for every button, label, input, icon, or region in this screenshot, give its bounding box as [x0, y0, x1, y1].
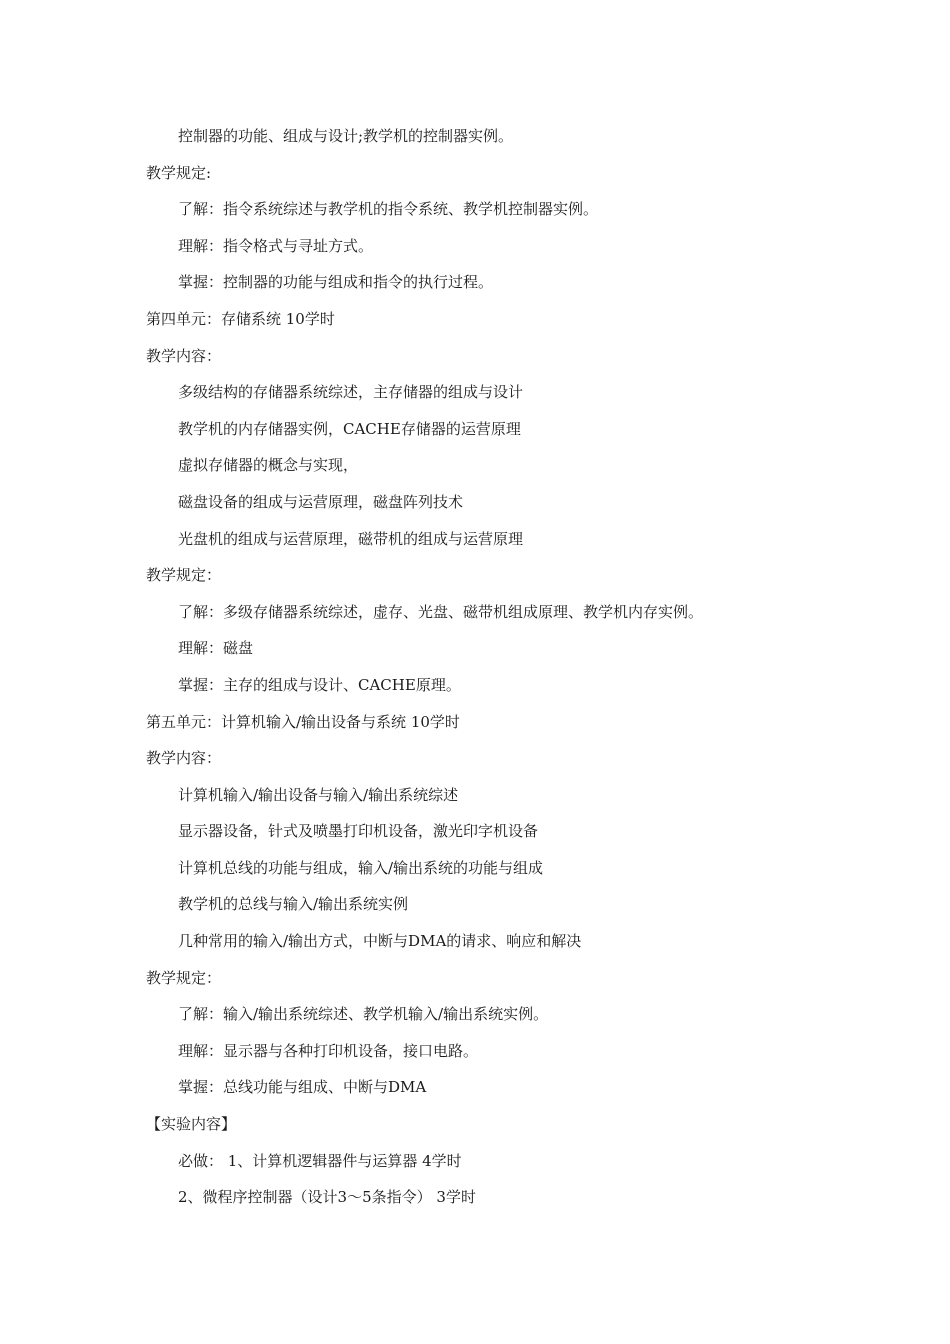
body-line: 掌握：总线功能与组成、中断与DMA	[178, 1078, 427, 1097]
body-line: 了解：指令系统综述与教学机的指令系统、教学机控制器实例。	[178, 200, 599, 219]
body-line: 磁盘设备的组成与运营原理，磁盘阵列技术	[178, 492, 464, 511]
body-line: 教学机的总线与输入/输出系统实例	[178, 895, 409, 914]
body-line: 了解：多级存储器系统综述，虚存、光盘、磁带机组成原理、教学机内存实例。	[178, 602, 704, 621]
body-line: 了解：输入/输出系统综述、教学机输入/输出系统实例。	[178, 1005, 549, 1024]
body-line: 2、微程序控制器（设计3～5条指令） 3学时	[178, 1188, 476, 1207]
body-line: 计算机输入/输出设备与输入/输出系统综述	[178, 785, 459, 804]
body-line: 控制器的功能、组成与设计;教学机的控制器实例。	[178, 127, 514, 145]
body-line: 必做： 1、计算机逻辑器件与运算器 4学时	[178, 1151, 462, 1170]
body-line: 几种常用的输入/输出方式，中断与DMA的请求、响应和解决	[178, 932, 582, 951]
document-body	[0, 124, 950, 1222]
body-line: 教学机的内存储器实例，CACHE存储器的运营原理	[178, 419, 521, 438]
section-heading: 教学内容：	[146, 346, 222, 365]
body-line: 掌握：主存的组成与设计、CACHE原理。	[178, 675, 461, 694]
body-line: 光盘机的组成与运营原理，磁带机的组成与运营原理	[178, 529, 524, 548]
section-heading: 第四单元：存储系统 10学时	[146, 309, 335, 328]
body-line: 虚拟存储器的概念与实现，	[178, 456, 359, 475]
body-line: 掌握：控制器的功能与组成和指令的执行过程。	[178, 273, 494, 292]
section-heading: 教学规定：	[146, 566, 222, 585]
section-heading: 教学规定：	[146, 968, 222, 987]
body-line: 理解：指令格式与寻址方式。	[178, 236, 374, 255]
section-heading: 教学规定:	[146, 163, 212, 182]
section-heading: 【实验内容】	[146, 1115, 237, 1134]
body-line: 显示器设备，针式及喷墨打印机设备，激光印字机设备	[178, 822, 539, 841]
body-line: 多级结构的存储器系统综述，主存储器的组成与设计	[178, 383, 524, 402]
section-heading: 教学内容：	[146, 749, 222, 768]
body-line: 计算机总线的功能与组成，输入/输出系统的功能与组成	[178, 858, 544, 877]
section-heading: 第五单元：计算机输入/输出设备与系统 10学时	[146, 712, 460, 731]
body-line: 理解：磁盘	[178, 639, 254, 658]
body-line: 理解：显示器与各种打印机设备，接口电路。	[178, 1041, 479, 1060]
